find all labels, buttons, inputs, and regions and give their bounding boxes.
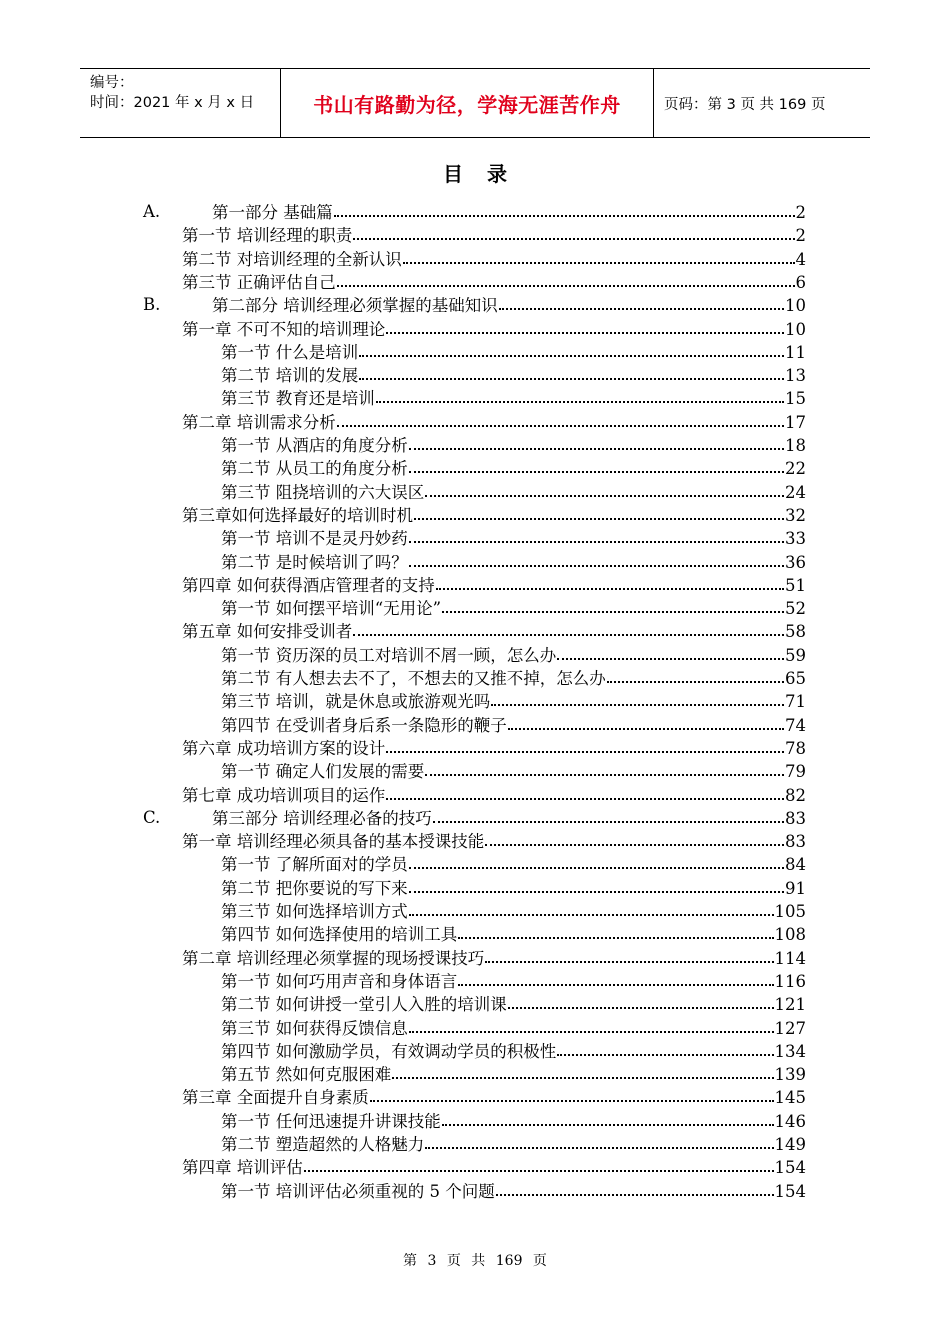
toc-entry[interactable] (182, 268, 806, 291)
toc-entry-title: 第一节 培训经理的职责 (182, 225, 353, 245)
toc-entry-title: 第三节 阻挠培训的六大误区 (221, 482, 425, 502)
toc-entry[interactable] (221, 1107, 806, 1130)
toc-page-number: 91 (785, 878, 806, 898)
toc-entry-title: 第二节 从员工的角度分析 (221, 458, 408, 478)
toc-entry-title: 第一节 培训评估必须重视的 5 个问题 (221, 1181, 495, 1201)
toc-page-number: 116 (774, 971, 806, 991)
toc-page-number: 71 (785, 691, 806, 711)
toc-page-number: 108 (774, 924, 806, 944)
toc-entry-title: 第一部分 基础篇 (212, 202, 333, 222)
toc-entry[interactable] (182, 221, 806, 244)
toc-dot-leader (409, 1031, 774, 1033)
toc-entry-title: 第七章 成功培训项目的运作 (182, 785, 386, 805)
toc-entry[interactable] (221, 664, 806, 687)
toc-entry[interactable] (221, 1037, 806, 1060)
toc-entry-title: 第三节 如何选择培训方式 (221, 901, 408, 921)
toc-entry-title: 第四节 如何激励学员，有效调动学员的积极性 (221, 1041, 557, 1061)
toc-entry-title: 第三节 培训，就是休息或旅游观光吗 (221, 691, 491, 711)
toc-entry[interactable] (221, 478, 806, 501)
toc-entry[interactable] (182, 408, 806, 431)
toc-dot-leader (414, 518, 784, 520)
document-number-label: 编号： (90, 75, 134, 91)
toc-dot-leader (491, 704, 784, 706)
toc-dot-leader (458, 984, 773, 986)
toc-page-number: 10 (785, 295, 806, 315)
toc-dot-leader (392, 1077, 773, 1079)
toc-dot-leader (508, 1007, 774, 1009)
toc-entry[interactable] (221, 641, 806, 664)
toc-page-number: 105 (774, 901, 806, 921)
page-header (80, 68, 870, 138)
toc-dot-leader (409, 448, 784, 450)
toc-entry-title: 第二节 是时候培训了吗？ (221, 552, 408, 572)
toc-page-number: 6 (795, 272, 806, 292)
toc-entry-title: 第二节 对培训经理的全新认识 (182, 249, 402, 269)
toc-entry[interactable] (143, 198, 806, 222)
toc-page-number: 65 (785, 668, 806, 688)
toc-entry-title: 第三节 正确评估自己 (182, 272, 336, 292)
header-info-cell (80, 69, 281, 137)
toc-dot-leader (485, 844, 784, 846)
toc-entry[interactable] (221, 338, 806, 361)
toc-dot-leader (409, 471, 784, 473)
toc-entry-title: 第四章 培训评估 (182, 1157, 303, 1177)
toc-dot-leader (386, 798, 784, 800)
toc-entry[interactable] (182, 245, 806, 268)
toc-page-number: 32 (785, 505, 806, 525)
toc-entry[interactable] (221, 1177, 806, 1200)
toc-page-number: 33 (785, 528, 806, 548)
toc-page-number: 11 (785, 342, 806, 362)
toc-entry[interactable] (221, 990, 806, 1013)
toc-entry-title: 第二节 培训的发展 (221, 365, 359, 385)
toc-entry-title: 第五节 然如何克服困难 (221, 1064, 392, 1084)
toc-entry-title: 第四节 如何选择使用的培训工具 (221, 924, 458, 944)
toc-entry[interactable] (221, 594, 806, 617)
toc-entry[interactable] (182, 827, 806, 850)
toc-page-number: 2 (795, 225, 806, 245)
toc-entry-title: 第三节 教育还是培训 (221, 388, 375, 408)
toc-page-number: 154 (774, 1181, 806, 1201)
toc-entry[interactable] (182, 1153, 806, 1176)
toc-dot-leader (386, 751, 784, 753)
toc-dot-leader (442, 1124, 774, 1126)
toc-entry[interactable] (221, 548, 806, 571)
toc-entry-title: 第一节 确定人们发展的需要 (221, 761, 425, 781)
toc-dot-leader (436, 588, 784, 590)
toc-dot-leader (433, 821, 784, 823)
toc-entry-title: 第一节 任何迅速提升讲课技能 (221, 1111, 441, 1131)
toc-entry[interactable] (221, 711, 806, 734)
toc-entry-title: 第三章如何选择最好的培训时机 (182, 505, 413, 525)
toc-page-number: 4 (795, 249, 806, 269)
toc-entry-title: 第一节 如何摆平培训“无用论” (221, 598, 442, 618)
toc-dot-leader (403, 262, 795, 264)
toc-page-number: 17 (785, 412, 806, 432)
toc-page-number: 84 (785, 854, 806, 874)
toc-page-number: 83 (785, 831, 806, 851)
toc-page-number: 127 (774, 1018, 806, 1038)
header-motto: 书山有路勤为径，学海无涯苦作舟 (313, 92, 621, 117)
toc-entry[interactable] (143, 804, 806, 828)
toc-entry[interactable] (221, 1014, 806, 1037)
toc-dot-leader (499, 308, 784, 310)
toc-dot-leader (409, 867, 784, 869)
toc-dot-leader (607, 681, 784, 683)
toc-title: 目录 (443, 162, 531, 186)
toc-entry[interactable] (182, 1083, 806, 1106)
toc-entry-title: 第一节 了解所面对的学员 (221, 854, 408, 874)
toc-page-number: 18 (785, 435, 806, 455)
toc-dot-leader (458, 937, 773, 939)
toc-page-number: 149 (774, 1134, 806, 1154)
toc-entry[interactable] (221, 524, 806, 547)
toc-entry[interactable] (221, 454, 806, 477)
toc-entry[interactable] (182, 315, 806, 338)
toc-page-number: 83 (785, 808, 806, 828)
toc-dot-leader (337, 425, 784, 427)
toc-entry[interactable] (182, 734, 806, 757)
toc-dot-leader (496, 1194, 774, 1196)
toc-dot-leader (386, 332, 784, 334)
toc-entry[interactable] (221, 431, 806, 454)
toc-dot-leader (409, 565, 784, 567)
toc-entry[interactable] (182, 781, 806, 804)
toc-page-number: 114 (774, 948, 806, 968)
toc-entry[interactable] (221, 757, 806, 780)
toc-entry-title: 第二节 有人想去去不了，不想去的又推不掉，怎么办 (221, 668, 606, 688)
toc-dot-leader (425, 774, 784, 776)
toc-page-number: 52 (785, 598, 806, 618)
toc-entry-title: 第一节 从酒店的角度分析 (221, 435, 408, 455)
toc-part-letter: B. (143, 294, 161, 314)
toc-page-number: 78 (785, 738, 806, 758)
toc-dot-leader (425, 495, 784, 497)
toc-entry-title: 第二节 塑造超然的人格魅力 (221, 1134, 425, 1154)
toc-entry-title: 第二节 如何讲授一堂引人入胜的培训课 (221, 994, 507, 1014)
toc-entry[interactable] (221, 687, 806, 710)
toc-entry[interactable] (221, 874, 806, 897)
toc-entry[interactable] (182, 617, 806, 640)
toc-entry-title: 第三章 全面提升自身素质 (182, 1087, 369, 1107)
toc-page-number: 121 (774, 994, 806, 1014)
header-page-code: 页码：第 3 页 共 169 页 (664, 96, 826, 113)
toc-entry-title: 第二章 培训需求分析 (182, 412, 336, 432)
toc-dot-leader (353, 634, 784, 636)
toc-dot-leader (370, 1100, 774, 1102)
toc-dot-leader (359, 355, 784, 357)
toc-page-number: 134 (774, 1041, 806, 1061)
toc-dot-leader (557, 1054, 773, 1056)
toc-dot-leader (359, 378, 784, 380)
toc-entry-title: 第四章 如何获得酒店管理者的支持 (182, 575, 435, 595)
toc-entry-title: 第二节 把你要说的写下来 (221, 878, 408, 898)
toc-dot-leader (409, 891, 784, 893)
toc-dot-leader (557, 658, 784, 660)
toc-dot-leader (425, 1147, 773, 1149)
toc-entry-title: 第五章 如何安排受训者 (182, 621, 353, 641)
toc-entry[interactable] (221, 1130, 806, 1153)
toc-page-number: 74 (785, 715, 806, 735)
toc-entry-title: 第四节 在受训者身后系一条隐形的鞭子 (221, 715, 507, 735)
toc-page-number: 2 (795, 202, 806, 222)
document-date-label: 时间：2021 年 x 月 x 日 (90, 95, 255, 111)
toc-page-number: 82 (785, 785, 806, 805)
toc-entry-title: 第三节 如何获得反馈信息 (221, 1018, 408, 1038)
toc-page-number: 154 (774, 1157, 806, 1177)
toc-page-number: 22 (785, 458, 806, 478)
toc-dot-leader (409, 914, 774, 916)
toc-part-letter: A. (143, 201, 161, 221)
toc-page-number: 59 (785, 645, 806, 665)
toc-dot-leader (485, 961, 773, 963)
toc-entry-title: 第一节 什么是培训 (221, 342, 359, 362)
toc-page-number: 10 (785, 319, 806, 339)
toc-entry[interactable] (182, 571, 806, 594)
toc-entry[interactable] (182, 944, 806, 967)
toc-entry[interactable] (143, 291, 806, 315)
toc-entry-title: 第一节 如何巧用声音和身体语言 (221, 971, 458, 991)
toc-dot-leader (334, 215, 795, 217)
toc-entry[interactable] (221, 920, 806, 943)
toc-entry-title: 第三部分 培训经理必备的技巧 (212, 808, 432, 828)
toc-part-letter: C. (143, 807, 161, 827)
toc-dot-leader (376, 401, 784, 403)
toc-page-number: 15 (785, 388, 806, 408)
toc-page-number: 13 (785, 365, 806, 385)
toc-page-number: 58 (785, 621, 806, 641)
header-page-cell (654, 69, 870, 137)
toc-entry-title: 第一节 资历深的员工对培训不屑一顾，怎么办 (221, 645, 557, 665)
toc-entry[interactable] (221, 384, 806, 407)
toc-entry[interactable] (221, 1060, 806, 1083)
toc-page-number: 146 (774, 1111, 806, 1131)
toc-entry-title: 第一章 培训经理必须具备的基本授课技能 (182, 831, 485, 851)
toc-page-number: 139 (774, 1064, 806, 1084)
page-footer: 第 3 页 共 169 页 (403, 1253, 547, 1269)
toc-entry-title: 第一节 培训不是灵丹妙药 (221, 528, 408, 548)
toc-page-number: 36 (785, 552, 806, 572)
toc-page-number: 51 (785, 575, 806, 595)
toc-dot-leader (508, 728, 784, 730)
toc-page-number: 24 (785, 482, 806, 502)
toc-dot-leader (304, 1170, 774, 1172)
toc-entry[interactable] (221, 850, 806, 873)
toc-dot-leader (409, 541, 784, 543)
toc-page-number: 79 (785, 761, 806, 781)
toc-dot-leader (337, 285, 795, 287)
toc-dot-leader (442, 611, 784, 613)
toc-entry-title: 第二章 培训经理必须掌握的现场授课技巧 (182, 948, 485, 968)
header-motto-cell (281, 69, 654, 137)
toc-entry[interactable] (221, 967, 806, 990)
toc-entry[interactable] (221, 897, 806, 920)
toc-entry-title: 第六章 成功培训方案的设计 (182, 738, 386, 758)
toc-dot-leader (353, 238, 794, 240)
toc-entry-title: 第一章 不可不知的培训理论 (182, 319, 386, 339)
toc-entry[interactable] (221, 361, 806, 384)
toc-page-number: 145 (774, 1087, 806, 1107)
toc-entry-title: 第二部分 培训经理必须掌握的基础知识 (212, 295, 498, 315)
toc-entry[interactable] (182, 501, 806, 524)
